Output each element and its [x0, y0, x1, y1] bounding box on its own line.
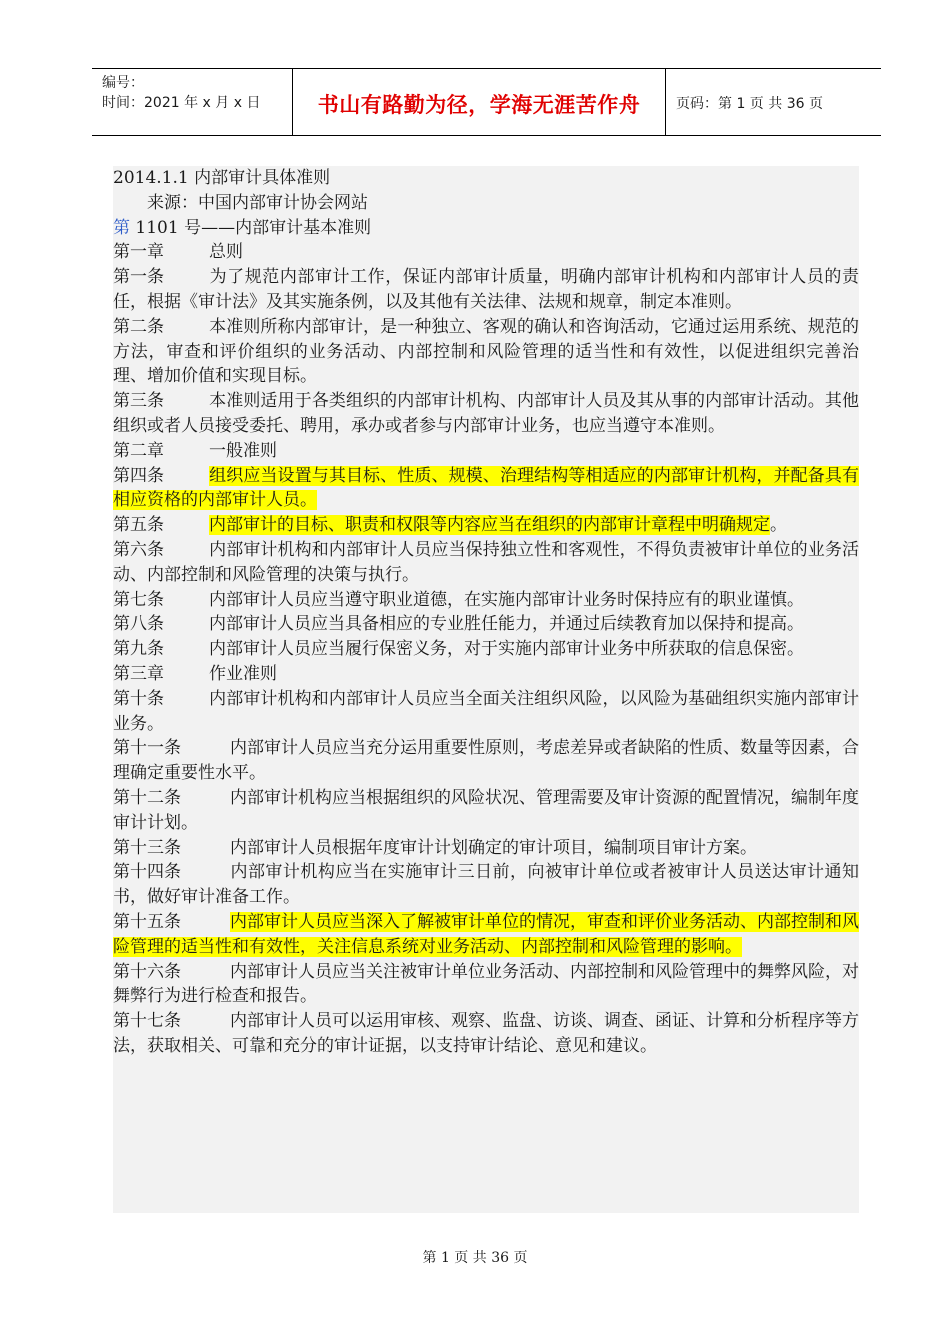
article-label: 第九条: [113, 639, 164, 660]
article-end: 。: [770, 515, 787, 536]
chapter-heading: [113, 240, 859, 265]
article: [113, 960, 859, 1010]
article: [113, 910, 859, 960]
article-text: 内部审计机构和内部审计人员应当全面关注组织风险，以风险为基础组织实施内部审计业务。: [113, 688, 859, 734]
article-label: 第二条: [113, 316, 164, 337]
article: [113, 836, 859, 861]
article-text: 内部审计机构应当在实施审计三日前，向被审计单位或者被审计人员送达审计通知书，做好审计准备工作。: [113, 862, 859, 908]
article-text: 内部审计机构和内部审计人员应当保持独立性和客观性，不得负责被审计单位的业务活动、内部控制和风险管理的决策与执行。: [113, 539, 859, 585]
article-label: 第十七条: [113, 1011, 181, 1032]
article-text: 内部审计人员应当履行保密义务，对于实施内部审计业务中所获取的信息保密。: [209, 639, 804, 660]
article: [113, 464, 859, 514]
highlighted-text: 内部审计人员应当深入了解被审计单位的情况，审查和评价业务活动、内部控制和风险管理的适当性和有效性，关注信息系统对业务活动、内部控制和风险管理的影响。: [113, 911, 859, 957]
article: [113, 538, 859, 588]
source-line: 来源：中国内部审计协会网站: [147, 192, 368, 213]
article-label: 第一条: [113, 267, 164, 288]
article-label: 第十四条: [113, 862, 181, 883]
standard-title: [113, 216, 859, 241]
highlighted-text: 组织应当设置与其目标、性质、规模、治理结构等相适应的内部审计机构，并配备具有相应资格的内部审计人员。: [113, 465, 859, 511]
header-divider: [665, 69, 666, 135]
article-label: 第十六条: [113, 961, 181, 982]
article-label: 第十五条: [113, 911, 181, 932]
article: [113, 786, 859, 836]
article: [113, 513, 859, 538]
article-label: 第十一条: [113, 738, 181, 759]
chapter-title: 作业准则: [209, 663, 277, 684]
article-text: 内部审计机构应当根据组织的风险状况、管理需要及审计资源的配置情况，编制年度审计计划。: [113, 787, 859, 833]
date-title: 2014.1.1 内部审计具体准则: [113, 168, 331, 188]
article-text: 内部审计人员根据年度审计计划确定的审计项目，编制项目审计方案。: [230, 837, 757, 858]
article-label: 第十三条: [113, 837, 181, 858]
article-label: 第四条: [113, 465, 164, 486]
article: [113, 588, 859, 613]
article-label: 第三条: [113, 391, 164, 412]
chapter-title: 总则: [209, 242, 243, 263]
article-text: 内部审计人员应当具备相应的专业胜任能力，并通过后续教育加以保持和提高。: [209, 614, 804, 635]
article-label: 第十条: [113, 688, 164, 709]
page-header: [92, 68, 881, 136]
article-label: 第五条: [113, 515, 164, 536]
article-text: 内部审计人员应当充分运用重要性原则，考虑差异或者缺陷的性质、数量等因素，合理确定重要性水平。: [113, 738, 859, 784]
article-text: 内部审计人员可以运用审核、观察、监盘、访谈、调查、函证、计算和分析程序等方法，获取相关、可靠和充分的审计证据，以支持审计结论、意见和建议。: [113, 1011, 859, 1056]
article: [113, 637, 859, 662]
article-text: 内部审计人员应当关注被审计单位业务活动、内部控制和风险管理中的舞弊风险，对舞弊行为进行检查和报告。: [113, 961, 859, 1007]
standard-name: 1101 号——内部审计基本准则: [130, 217, 372, 238]
time-label: 时间：2021 年 x 月 x 日: [102, 95, 261, 111]
chapter-title: 一般准则: [209, 440, 277, 461]
article-label: 第六条: [113, 539, 164, 560]
header-meta: [102, 73, 292, 113]
article: [113, 265, 859, 315]
number-label: 编号：: [102, 75, 144, 91]
article-text: 本准则所称内部审计，是一种独立、客观的确认和咨询活动，它通过运用系统、规范的方法，审查和评价组织的业务活动、内部控制和风险管理的适当性和有效性，以促进组织完善治理、增加价值和实现目标。: [113, 316, 859, 387]
header-page-info: 页码：第 1 页 共 36 页: [676, 96, 823, 112]
article-label: 第十二条: [113, 787, 181, 808]
article: [113, 612, 859, 637]
chapter-label: 第一章: [113, 242, 164, 263]
header-motto: 书山有路勤为径，学海无涯苦作舟: [317, 93, 641, 117]
chapter-heading: [113, 662, 859, 687]
article-label: 第七条: [113, 589, 164, 610]
chapter-heading: [113, 439, 859, 464]
article: [113, 736, 859, 786]
chapter-label: 第二章: [113, 440, 164, 461]
article: [113, 1009, 859, 1059]
article: [113, 860, 859, 910]
article-text: 为了规范内部审计工作，保证内部审计质量，明确内部审计机构和内部审计人员的责任，根据《审计法》及其实施条例，以及其他有关法律、法规和规章，制定本准则。: [113, 267, 859, 312]
article-label: 第八条: [113, 614, 164, 635]
chapter-label: 第三章: [113, 663, 164, 684]
standard-prefix: 第: [113, 217, 130, 238]
article: [113, 315, 859, 389]
document-body: [113, 166, 859, 1213]
article-text: 内部审计人员应当遵守职业道德，在实施内部审计业务时保持应有的职业谨慎。: [209, 589, 804, 610]
page-footer: 第 1 页 共 36 页: [422, 1250, 528, 1266]
highlighted-text: 内部审计的目标、职责和权限等内容应当在组织的内部审计章程中明确规定: [209, 515, 770, 536]
article: [113, 389, 859, 439]
article: [113, 687, 859, 737]
article-text: 本准则适用于各类组织的内部审计机构、内部审计人员及其从事的内部审计活动。其他组织或者人员接受委托、聘用，承办或者参与内部审计业务，也应当遵守本准则。: [113, 391, 859, 436]
